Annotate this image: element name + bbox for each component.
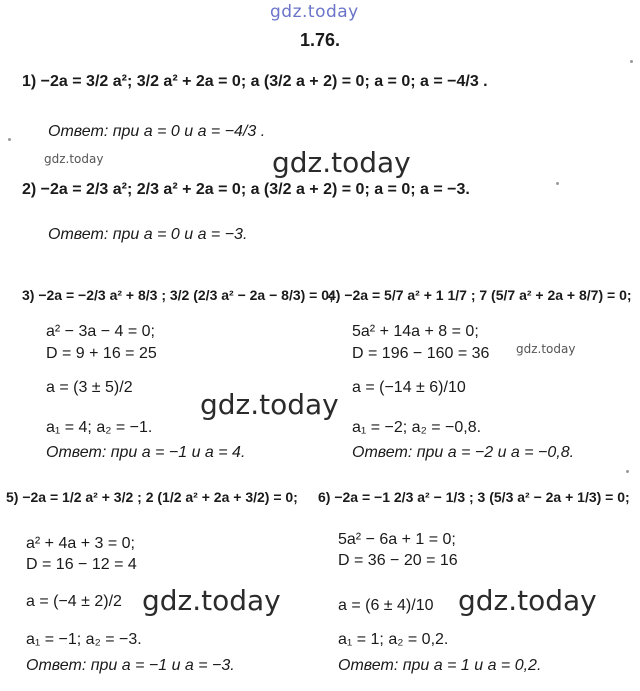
p4-step-3: a = (−14 ± 6)/10 [352, 379, 466, 396]
p3-answer: Ответ: при a = −1 и a = 4. [46, 444, 246, 461]
watermark-small-2: gdz.today [516, 342, 576, 356]
p5-step-1: a² + 4a + 3 = 0; [26, 535, 135, 552]
p5-step-2: D = 16 − 12 = 4 [26, 556, 137, 573]
p6-step-1: 5a² − 6a + 1 = 0; [338, 531, 456, 548]
scan-speck [626, 470, 629, 473]
watermark-top: gdz.today [270, 2, 359, 22]
p5-step-4: a₁ = −1; a₂ = −3. [26, 631, 142, 648]
p6-step-3: a = (6 ± 4)/10 [338, 597, 434, 614]
p5-equation: 5) −2a = 1/2 a² + 3/2 ; 2 (1/2 a² + 2a + 3/2) = 0; [6, 489, 298, 505]
p1-equation: 1) −2a = 3/2 a²; 3/2 a² + 2a = 0; a (3/2 a + 2) = 0; a = 0; a = −4/3 . [22, 73, 488, 90]
watermark-large-4: gdz.today [458, 584, 597, 617]
p4-step-2: D = 196 − 160 = 36 [352, 345, 490, 362]
p5-answer: Ответ: при a = −1 и a = −3. [26, 657, 235, 674]
p4-step-1: 5a² + 14a + 8 = 0; [352, 323, 479, 340]
scan-speck [8, 138, 11, 141]
p5-step-3: a = (−4 ± 2)/2 [26, 593, 122, 610]
problem-number: 1.76. [300, 30, 341, 50]
p4-equation: 4) −2a = 5/7 a² + 1 1/7 ; 7 (5/7 a² + 2a + 8/7) = 0; [328, 287, 632, 303]
p3-step-1: a² − 3a − 4 = 0; [46, 323, 155, 340]
p6-equation: 6) −2a = −1 2/3 a² − 1/3 ; 3 (5/3 a² − 2a + 1/3) = 0; [318, 489, 630, 505]
p6-answer: Ответ: при a = 1 и a = 0,2. [338, 657, 542, 674]
p6-step-2: D = 36 − 20 = 16 [338, 552, 458, 569]
scan-speck [630, 60, 633, 63]
p4-answer: Ответ: при a = −2 и a = −0,8. [352, 444, 575, 461]
p2-equation: 2) −2a = 2/3 a²; 2/3 a² + 2a = 0; a (3/2 a + 2) = 0; a = 0; a = −3. [22, 181, 470, 198]
p4-step-4: a₁ = −2; a₂ = −0,8. [352, 419, 482, 436]
watermark-large-3: gdz.today [142, 584, 281, 617]
p3-step-2: D = 9 + 16 = 25 [46, 345, 157, 362]
watermark-large-1: gdz.today [272, 146, 411, 179]
watermark-small: gdz.today [44, 152, 104, 166]
watermark-large-2: gdz.today [200, 388, 339, 421]
p6-step-4: a₁ = 1; a₂ = 0,2. [338, 631, 449, 648]
p3-step-3: a = (3 ± 5)/2 [46, 379, 133, 396]
p2-answer: Ответ: при a = 0 и a = −3. [48, 226, 248, 243]
p1-answer: Ответ: при a = 0 и a = −4/3 . [48, 123, 266, 140]
scan-speck [556, 182, 559, 185]
p3-equation: 3) −2a = −2/3 a² + 8/3 ; 3/2 (2/3 a² − 2a − 8/3) = 0; [22, 287, 334, 303]
p3-step-4: a₁ = 4; a₂ = −1. [46, 419, 153, 436]
